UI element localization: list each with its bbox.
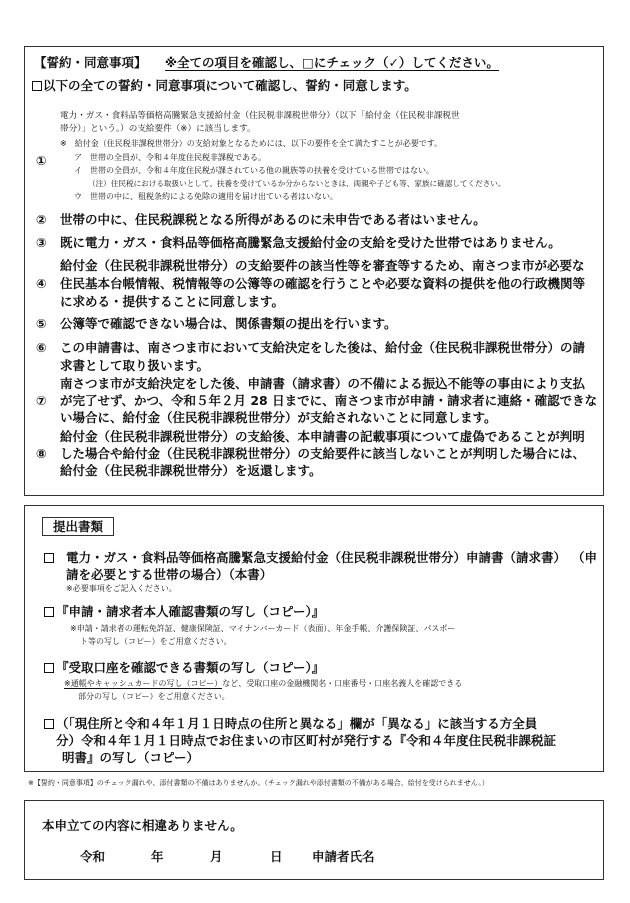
item4-line: 住民基本台帳情報、税情報等の公簿等の確認を行うことや必要な資料の提供を他の行政機関等	[60, 276, 586, 291]
item4-line: 給付金（住民税非課税世帯分）の支給要件の該当性等を審査等するため、南さつま市が必要な	[60, 258, 585, 273]
item1-line: 帯分）」という。）の支給要件（※）に該当します。	[60, 124, 256, 134]
item8-line: した場合や給付金（住民税非課税世帯分）の支給要件に該当しないことが判明した場合には、	[60, 446, 586, 461]
item1-req-a: ア 世帯の全員が、令和４年度住民税非課税である。	[74, 153, 266, 162]
doc3-note	[64, 678, 462, 689]
item8-line: 給付金（住民税非課税世帯分）の支給後、本申請書の記載事項について虚偽であることが判明	[60, 429, 585, 444]
item7-line: い場合に、給付金（住民税非課税世帯分）が支給されないことに同意します。	[60, 410, 497, 425]
doc2-line: 『申請・請求者本人確認書類の写し（コピー）』	[56, 604, 325, 619]
agree-all-label: 以下の全ての誓約・同意事項について確認し、誓約・同意します。	[43, 78, 417, 93]
doc3-note-rest: など、受取口座の金融機関名・口座番号・口座名義人を確認できる	[222, 679, 463, 688]
item3-line: 既に電力・ガス・食料品等価格高騰緊急支援給付金の支給を受けた世帯ではありません。	[60, 235, 561, 250]
item-number: ③	[36, 235, 47, 250]
item8-line: 給付金（住民税非課税世帯分）を返還します。	[60, 463, 322, 478]
item1-req-u: ウ 世帯の中に、租税条約による免除の適用を届け出ている者はいない。	[74, 192, 338, 201]
doc4-line: 分）令和４年１月１日時点でお住まいの市区町村が発行する『令和４年度住民税非課税証	[56, 733, 557, 748]
doc2-note: ※申請・請求者の運転免許証、健康保険証、マイナンバーカード（表面）、年金手帳、介護保険証、パスポー	[70, 624, 456, 633]
item1-line: 電力・ガス・食料品等価格高騰緊急支援給付金（住民税非課税世帯分）（以下「給付金（住民税非課税世	[60, 111, 460, 121]
doc3-line: 『受取口座を確認できる書類の写し（コピー）』	[56, 660, 325, 675]
item7-line: 南さつま市が支給決定をした後、申請書（請求書）の不備による振込不能等の事由により支払	[60, 376, 586, 391]
agree-all-checkbox[interactable]	[32, 81, 42, 91]
doc1-note: ※必要事項をご記入ください。	[66, 584, 177, 593]
doc1-line: 請を必要とする世帯の場合）（本書）	[66, 567, 273, 582]
sign-month: 月	[210, 849, 223, 864]
doc4-line: （「現住所と令和４年１月１日時点の住所と異なる」欄が「異なる」に該当する方全員	[56, 716, 538, 731]
doc1-line-end: （申	[572, 550, 598, 565]
oath-header	[34, 55, 499, 71]
agree-all-row[interactable]	[32, 78, 417, 94]
doc2-row[interactable]	[44, 604, 55, 620]
doc3-note-emph: ※通帳やキャッシュカードの写し（コピー）	[64, 679, 223, 688]
item-number: ⑥	[36, 340, 47, 355]
item-number: ④	[36, 276, 47, 291]
signature-section	[24, 800, 604, 880]
item-number: ⑤	[36, 316, 47, 331]
doc1-checkbox[interactable]	[44, 553, 54, 563]
item-number: ⑦	[36, 393, 47, 408]
documents-title: 提出書類	[42, 517, 114, 536]
doc3-checkbox[interactable]	[44, 663, 54, 673]
sign-era: 令和	[80, 849, 106, 864]
oath-header-note: ※全ての項目を確認し、□にチェック（✓）してください。	[164, 55, 499, 70]
doc1-row[interactable]	[44, 550, 55, 566]
item6-line: この申請書は、南さつま市において支給決定をした後は、給付金（住民税非課税世帯分）の請	[60, 340, 586, 355]
item-number: ②	[36, 212, 47, 227]
item1-req-i: イ 世帯の全員が、令和４年度住民税が課されている他の親族等の扶養を受けている世帯ではない。	[74, 166, 434, 175]
doc1-line: 電力・ガス・食料品等価格高騰緊急支援給付金（住民税非課税世帯分）申請書（請求書）	[66, 550, 567, 565]
item7-line: が完了せず、かつ、令和５年２月 28 日までに、南さつま市が申請・請求者に連絡・確認できな	[60, 393, 598, 408]
doc4-row[interactable]	[44, 716, 55, 732]
doc4-checkbox[interactable]	[44, 719, 54, 729]
item1-note: ※ 給付金（住民税非課税世帯分）の支給対象となるためには、以下の要件を全て満たすことが必要です。	[60, 139, 443, 148]
applicant-name-label: 申請者氏名	[312, 849, 375, 864]
sign-year: 年	[151, 849, 164, 864]
oath-header-label: 【誓約・同意事項】	[34, 55, 147, 70]
doc2-note: ト等の写し（コピー）をご用意ください。	[80, 637, 232, 646]
statement: 本申立ての内容に相違ありません。	[42, 818, 243, 833]
item5-line: 公簿等で確認できない場合は、関係書類の提出を行います。	[60, 316, 397, 331]
doc3-row[interactable]	[44, 660, 55, 676]
item-number: ⑧	[36, 446, 47, 461]
doc2-checkbox[interactable]	[44, 607, 54, 617]
doc4-line: 明書』の写し（コピー）	[62, 750, 200, 765]
doc3-note: 部分の写し（コピー）をご用意ください。	[78, 692, 230, 701]
item1-req-note: （注）住民税における取扱いとして、扶養を受けているか分からないときは、両親や子ども等、家族に確認してください。	[88, 179, 506, 188]
item2-line: 世帯の中に、住民税課税となる所得があるのに未申告である者はいません。	[60, 212, 486, 227]
item4-line: に求める・提供することに同意します。	[60, 294, 285, 309]
item-number: ①	[36, 153, 47, 168]
item6-line: 求書として取り扱います。	[60, 358, 210, 373]
sign-day: 日	[270, 849, 283, 864]
footnote: ※【誓約・同意事項】のチェック漏れや、添付書類の不備はありませんか。（チェック漏れや添付書類の不備がある場合、給付を受けられません。）	[28, 779, 489, 787]
